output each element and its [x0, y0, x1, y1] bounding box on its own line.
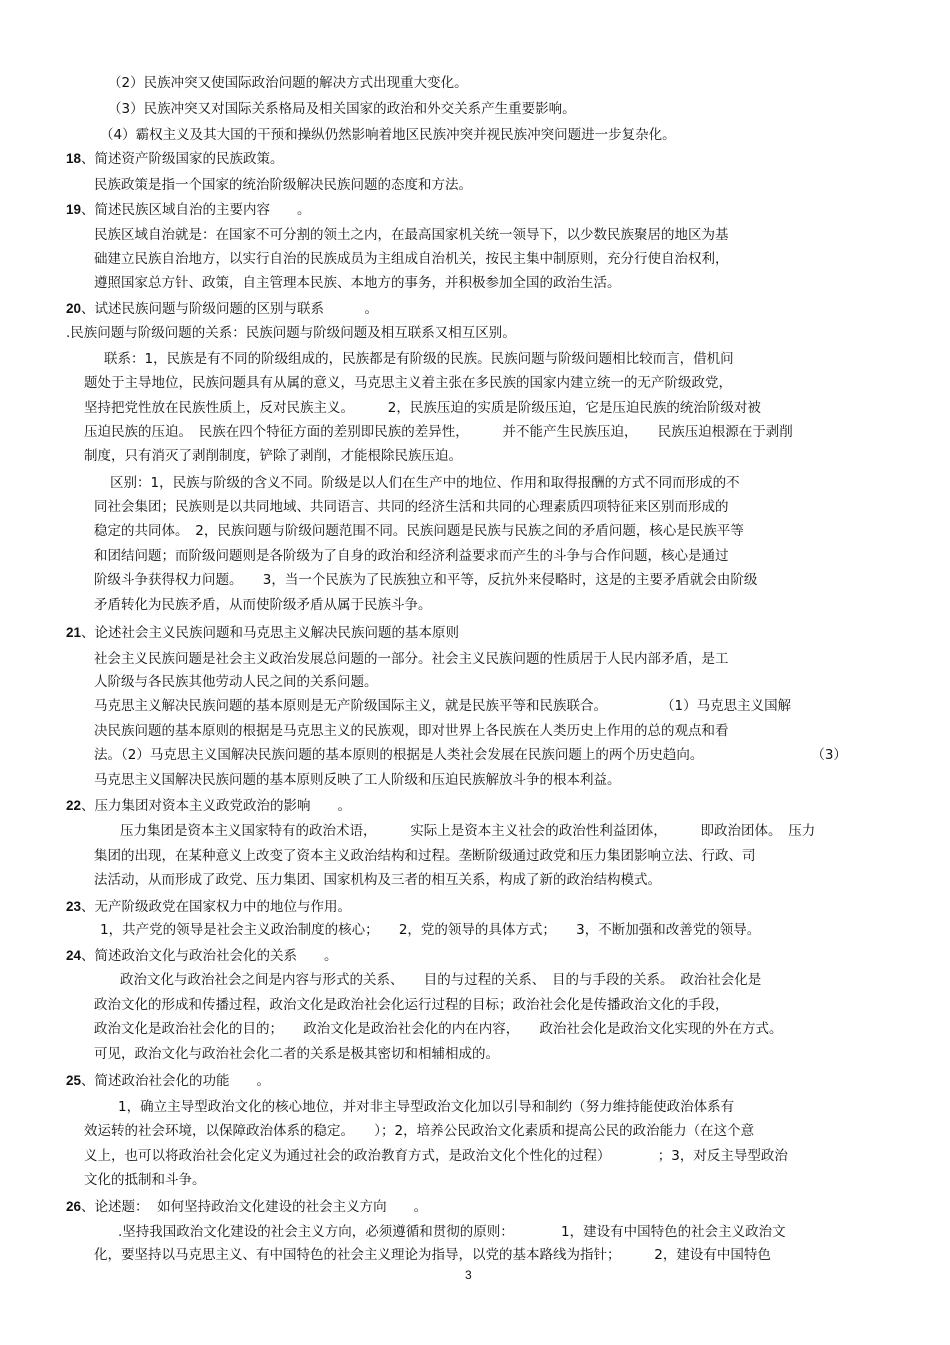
text-line: 马克思主义解决民族问题的基本原则是无产阶级国际主义，就是民族平等和民族联合。 （1）马克思主义国解 [94, 698, 792, 714]
text-line: 法。（2）马克思主义国解决民族问题的基本原则的根据是人类社会发展在民族问题上的两个历史趋向。 （3） [94, 747, 847, 763]
text-line: 联系：1，民族是有不同的阶级组成的，民族都是有阶级的民族。民族问题与阶级问题相比较而言，借机问 [104, 351, 734, 367]
text-line: 化，要坚持以马克思主义、有中国特色的社会主义理论为指导，以党的基本路线为指针； 2，建设有中国特色 [94, 1247, 771, 1263]
text-line: 稳定的共同体。 2，民族问题与阶级问题范围不同。民族问题是民族与民族之间的矛盾问题，核心是民族平等 [94, 523, 744, 539]
question-19: 19、简述民族区域自治的主要内容 。 [66, 202, 311, 218]
question-26: 26、论述题： 如何坚持政治文化建设的社会主义方向 。 [66, 1199, 428, 1215]
text-line: .民族问题与阶级问题的关系：民族问题与阶级问题及相互联系又相互区别。 [66, 325, 516, 341]
question-24: 24、简述政治文化与政治社会化的关系 。 [66, 948, 338, 964]
text-line: 础建立民族自治地方，以实行自治的民族成员为主组成自治机关，按民主集中制原则，充分行使自治权利， [94, 251, 729, 267]
text-line: 社会主义民族问题是社会主义政治发展总问题的一部分。社会主义民族问题的性质居于人民内部矛盾，是工 [94, 651, 729, 667]
text-line: 区别：1，民族与阶级的含义不同。阶级是以人们在生产中的地位、作用和取得报酬的方式不同而形成的不 [110, 475, 740, 491]
text-line: 集团的出现，在某种意义上改变了资本主义政治结构和过程。垄断阶级通过政党和压力集团影响立法、行政、司 [94, 848, 756, 864]
text-line: 马克思主义国解决民族问题的基本原则反映了工人阶级和压迫民族解放斗争的根本利益。 [94, 772, 621, 788]
question-20: 20、试述民族问题与阶级问题的区别与联系 。 [66, 301, 379, 317]
text-line: 遵照国家总方针、政策，自主管理本民族、本地方的事务，并积极参加全国的政治生活。 [94, 275, 621, 291]
text-line: （4）霸权主义及其大国的干预和操纵仍然影响着地区民族冲突并视民族冲突问题进一步复杂化。 [100, 127, 676, 143]
question-25: 25、简述政治社会化的功能 。 [66, 1073, 271, 1089]
text-line: 压迫民族的压迫。 民族在四个特征方面的差别即民族的差异性， 并不能产生民族压迫， 民族压迫根源在于剥削 [84, 424, 793, 440]
text-line: 义上，也可以将政治社会化定义为通过社会的政治教育方式，是政治文化个性化的过程） ；3，对反主导型政治 [84, 1148, 788, 1164]
text-line: 决民族问题的基本原则的根据是马克思主义的民族观，即对世界上各民族在人类历史上作用的总的观点和看 [94, 723, 729, 739]
text-line: 政治文化是政治社会化的目的； 政治文化是政治社会化的内在内容， 政治社会化是政治文化实现的外在方式。 [94, 1021, 783, 1037]
question-23: 23、无产阶级政党在国家权力中的地位与作用。 [66, 899, 352, 915]
text-line: 压力集团是资本主义国家特有的政治术语， 实际上是资本主义社会的政治性利益团体， 即政治团体。 压力 [120, 823, 816, 839]
text-line: 政治文化的形成和传播过程，政治文化是政治社会化运行过程的目标；政治社会化是传播政治文化的手段， [94, 997, 729, 1013]
text-line: 坚持把党性放在民族性质上，反对民族主义。 2，民族压迫的实质是阶级压迫，它是压迫民族的统治阶级对被 [84, 400, 761, 416]
text-line: （3）民族冲突又对国际关系格局及相关国家的政治和外交关系产生重要影响。 [108, 101, 576, 117]
text-line: 可见，政治文化与政治社会化二者的关系是极其密切和相辅相成的。 [94, 1046, 499, 1062]
text-line: 同社会集团；民族则是以共同地域、共同语言、共同的经济生活和共同的心理素质四项特征来区别而形成的 [94, 499, 729, 515]
text-line: 阶级斗争获得权力问题。 3，当一个民族为了民族独立和平等，反抗外来侵略时，这是的主要矛盾就会由阶级 [94, 572, 758, 588]
text-line: 法活动，从而形成了政党、压力集团、国家机构及三者的相互关系，构成了新的政治结构模式。 [94, 872, 661, 888]
text-line: 制度，只有消灭了剥削制度，铲除了剥削，才能根除民族压迫。 [84, 448, 462, 464]
question-22: 22、压力集团对资本主义政党政治的影响 。 [66, 798, 352, 814]
text-line: 矛盾转化为民族矛盾，从而使阶级矛盾从属于民族斗争。 [94, 597, 432, 613]
text-line: 人阶级与各民族其他劳动人民之间的关系问题。 [94, 674, 378, 690]
page-number: 3 [465, 1268, 472, 1282]
text-line: 民族区域自治就是：在国家不可分割的领土之内，在最高国家机关统一领导下，以少数民族聚居的地区为基 [94, 227, 729, 243]
text-line: 政治文化与政治社会之间是内容与形式的关系、 目的与过程的关系、 目的与手段的关系。 政治社会化是 [120, 972, 762, 988]
text-line: 1，确立主导型政治文化的核心地位，并对非主导型政治文化加以引导和制约（努力维持能使政治体系有 [118, 1099, 735, 1115]
text-line: .坚持我国政治文化建设的社会主义方向，必须遵循和贯彻的原则： 1，建设有中国特色的社会主义政治文 [118, 1224, 786, 1240]
question-21: 21、论述社会主义民族问题和马克思主义解决民族问题的基本原则 [66, 625, 460, 641]
text-line: 文化的抵制和斗争。 [84, 1172, 206, 1188]
text-line: 效运转的社会环境，以保障政治体系的稳定。 ）；2，培养公民政治文化素质和提高公民的政治能力（在这个意 [84, 1123, 755, 1139]
text-line: 和团结问题；而阶级问题则是各阶级为了自身的政治和经济利益要求而产生的斗争与合作问题，核心是通过 [94, 548, 729, 564]
text-line: （2）民族冲突又使国际政治问题的解决方式出现重大变化。 [108, 75, 468, 91]
question-18: 18、简述资产阶级国家的民族政策。 [66, 151, 284, 167]
text-line: 题处于主导地位，民族问题具有从属的意义，马克思主义着主张在多民族的国家内建立统一的无产阶级政党， [84, 375, 732, 391]
text-line: 1，共产党的领导是社会主义政治制度的核心； 2，党的领导的具体方式； 3，不断加强和改善党的领导。 [100, 922, 761, 938]
text-line: 民族政策是指一个国家的统治阶级解决民族问题的态度和方法。 [94, 177, 472, 193]
